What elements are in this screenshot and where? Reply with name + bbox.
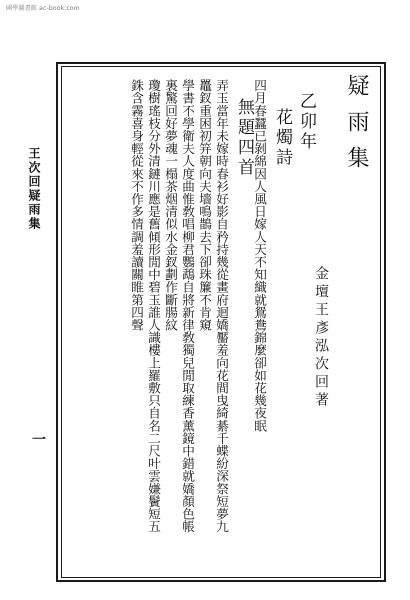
poem-line: 弄玉當年未嫁時春衫好影自矜持幾從畫府迴嬌靨羞向花間曳綺綦千蝶紛深祭短夢九 [214,79,229,533]
watermark: 國學圖書館 ac-book.com [6,5,80,12]
poem-title-huazhu: 花燭詩 [272,108,292,168]
book-title: 疑雨集 [344,74,369,182]
poem-line: 學書不學衛夫人度曲惟敎唱柳君鸚鵡自將新律敎獨兒閒取練香薰鏡中錯就嬌顏色帳 [180,79,195,533]
poem-line: 裏驚回好夢魂一榻茶烟清似水金釵劃作斷腸紋 [163,79,178,331]
poem-line: 鼉釵重困初笄朝向夫墻鳴鵲去下卻珠簾不肯窺 [197,79,212,331]
year-heading: 乙卯年 [296,92,316,152]
author-line: 金壇王彥泓次回著 [313,266,329,410]
poem-line: 四月春蠶已剝綿因人風日嫁人天不知織就鴛鴦錦麼卻如花幾夜眠 [252,79,267,432]
page-number: 一 [30,432,46,446]
gutter-book-title: 王次回疑雨集 [27,147,41,231]
page-gutter [20,62,50,582]
scanned-page [8,38,404,586]
poem-title-wuti: 無題四首 [234,98,254,178]
poem-line: 銖含霧喜身輕從來不作多情調羞讀關睢第四聲 [129,79,144,331]
poem-line: 瓊樹瑤枝分外清鏈川應是舊傾形閒中碧玉誰人識樓上羅敷只自名二尺叶雲嫌鬢短五 [146,79,161,533]
